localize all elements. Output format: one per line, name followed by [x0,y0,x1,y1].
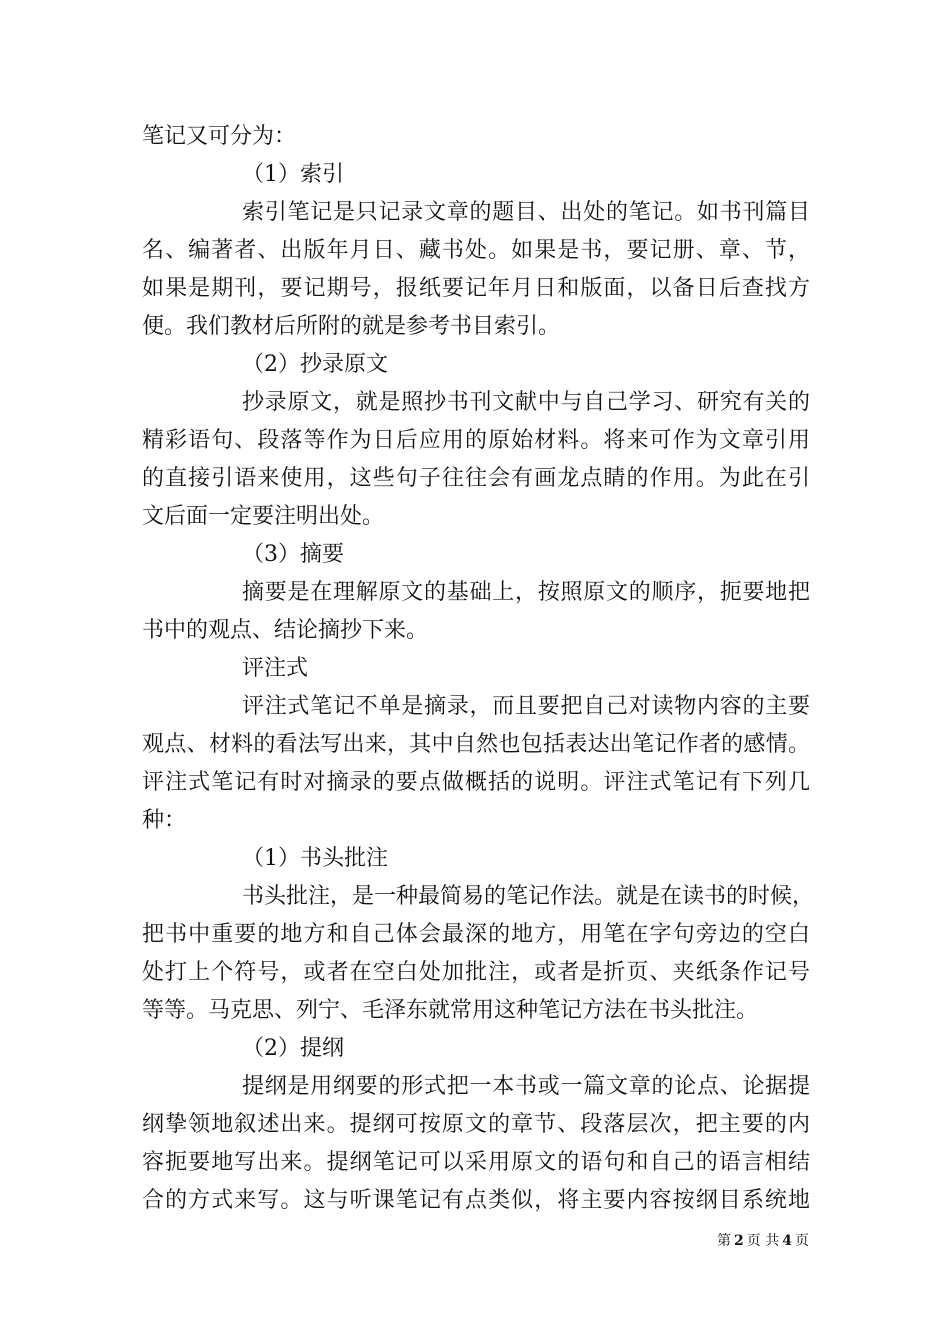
footer-middle: 页 共 [746,1233,780,1249]
text-line: 索引笔记是只记录文章的题目、出处的笔记。如书刊篇目 [242,200,810,225]
text-line: 等等。马克思、列宁、毛泽东就常用这种笔记方法在书头批注。 [142,998,759,1023]
text-line: 评注式笔记不单是摘录，而且要把自己对读物内容的主要 [242,694,810,719]
section-heading: （2）抄录原文 [242,352,388,377]
text-line: 书头批注，是一种最简易的笔记作法。就是在读书的时候， [242,884,815,909]
text-line: 书中的观点、结论摘抄下来。 [142,618,429,643]
text-line: 抄录原文，就是照抄书刊文献中与自己学习、研究有关的 [242,390,810,415]
section-heading: （2）提纲 [242,1036,344,1061]
text-line: 精彩语句、段落等作为日后应用的原始材料。将来可作为文章引用 [142,428,810,453]
text-line: 如果是期刊，要记期号，报纸要记年月日和版面，以备日后查找方 [142,276,810,301]
footer-suffix: 页 [794,1233,809,1249]
current-page-number: 2 [734,1233,744,1249]
text-line: 笔记又可分为： [142,124,297,149]
section-heading: （3）摘要 [242,542,344,567]
page-number [717,1231,809,1251]
text-line: 种： [142,808,187,833]
section-heading: （1）索引 [242,162,344,187]
text-line: 评注式笔记有时对摘录的要点做概括的说明。评注式笔记有下列几 [142,770,810,795]
text-line: 便。我们教材后所附的就是参考书目索引。 [142,314,561,339]
text-line: 的直接引语来使用，这些句子往往会有画龙点睛的作用。为此在引 [142,466,810,491]
section-heading: （1）书头批注 [242,846,388,871]
text-line: 把书中重要的地方和自己体会最深的地方，用笔在字句旁边的空白 [142,922,810,947]
footer-prefix: 第 [717,1233,731,1249]
text-line: 纲挚领地叙述出来。提纲可按原文的章节、段落层次，把主要的内 [142,1112,810,1137]
text-line: 容扼要地写出来。提纲笔记可以采用原文的语句和自己的语言相结 [142,1150,810,1175]
section-heading: 评注式 [242,656,309,681]
text-line: 摘要是在理解原文的基础上，按照原文的顺序，扼要地把 [242,580,810,605]
text-line: 提纲是用纲要的形式把一本书或一篇文章的论点、论据提 [242,1074,810,1099]
text-line: 观点、材料的看法写出来，其中自然也包括表达出笔记作者的感情。 [142,732,810,757]
text-line: 合的方式来写。这与听课笔记有点类似，将主要内容按纲目系统地 [142,1188,810,1213]
total-pages-number: 4 [782,1233,792,1249]
document-body [142,118,815,1220]
text-line: 文后面一定要注明出处。 [142,504,385,529]
text-line: 处打上个符号，或者在空白处加批注，或者是折页、夹纸条作记号 [142,960,810,985]
text-line: 名、编著者、出版年月日、藏书处。如果是书，要记册、章、节， [142,238,810,263]
